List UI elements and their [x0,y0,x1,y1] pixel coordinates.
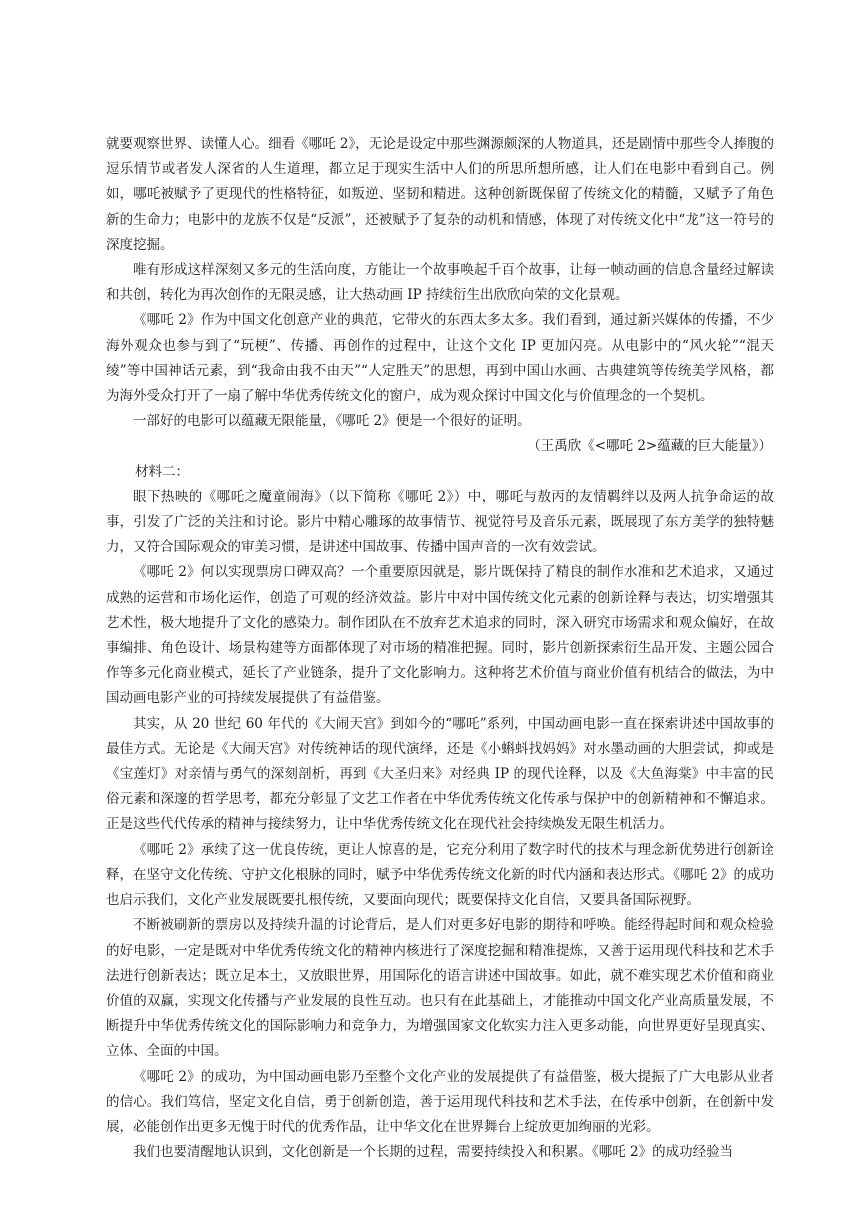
paragraph: 《哪吒 2》承续了这一优良传统，更让人惊喜的是，它充分利用了数字时代的技术与理念新优势进行创新诠释，在坚守文化传统、守护文化根脉的同时，赋予中华优秀传统文化新的时代内涵和表达形式。《哪吒 2》的成功也启示我们，文化产业发展既要扎根传统，又要面向现代；既要保持文化自信，又要具备国际视野。 [106,841,774,909]
paragraph: 就要观察世界、读懂人心。细看《哪吒 2》，无论是设定中那些渊源颇深的人物道具，还是剧情中那些令人捧腹的逗乐情节或者发人深省的人生道理，都立足于现实生活中人们的所思所想所感，让人们在电影中看到自己。例如，哪吒被赋予了更现代的性格特征，如叛逆、坚韧和精进。这种创新既保留了传统文化的精髓，又赋予了角色新的生命力；电影中的龙族不仅是“反派”，还被赋予了复杂的动机和情感，体现了对传统文化中“龙”这一符号的深度挖掘。 [106,136,774,253]
paragraph: 眼下热映的《哪吒之魔童闹海》（以下简称《哪吒 2》）中，哪吒与敖丙的友情羁绊以及两人抗争命运的故事，引发了广泛的关注和讨论。影片中精心雕琢的故事情节、视觉符号及音乐元素，既展现了东方美学的独特魅力，又符合国际观众的审美习惯，是讲述中国故事、传播中国声音的一次有效尝试。 [106,488,774,556]
paragraph: 《哪吒 2》何以实现票房口碑双高？一个重要原因就是，影片既保持了精良的制作水准和艺术追求，又通过成熟的运营和市场化运作，创造了可观的经济效益。影片中对中国传统文化元素的创新诠释与表达，切实增强其艺术性，极大地提升了文化的感染力。制作团队在不放弃艺术追求的同时，深入研究市场需求和观众偏好，在故事编排、角色设计、场景构建等方面都体现了对市场的精准把握。同时，影片创新探索衍生品开发、主题公园合作等多元化商业模式，延长了产业链条，提升了文化影响力。这种将艺术价值与商业价值有机结合的做法，为中国动画电影产业的可持续发展提供了有益借鉴。 [106,564,774,707]
paragraph: 《哪吒 2》作为中国文化创意产业的典范，它带火的东西太多太多。我们看到，通过新兴媒体的传播，不少海外观众也参与到了“玩梗”、传播、再创作的过程中，让这个文化 IP 更加闪亮。从电影中的“风火轮”“混天绫”等中国神话元素，到“我命由我不由天”“人定胜天”的思想，再到中国山水画、古典建筑等传统美学风格，都为海外受众打开了一扇了解中华优秀传统文化的窗户，成为观众探讨中国文化与价值理念的一个契机。 [106,312,774,405]
paragraph: 其实，从 20 世纪 60 年代的《大闹天宫》到如今的“哪吒”系列，中国动画电影一直在探索讲述中国故事的最佳方式。无论是《大闹天宫》对传统神话的现代演绎，还是《小蝌蚪找妈妈》对水墨动画的大胆尝试，抑或是《宝莲灯》对亲情与勇气的深刻剖析，再到《大圣归来》对经典 IP 的现代诠释，以及《大鱼海棠》中丰富的民俗元素和深邃的哲学思考，都充分彰显了文艺工作者在中华优秀传统文化传承与保护中的创新精神和不懈追求。正是这些代代传承的精神与接续努力，让中华优秀传统文化在现代社会持续焕发无限生机活力。 [106,715,774,833]
paragraph: 不断被刷新的票房以及持续升温的讨论背后，是人们对更多好电影的期待和呼唤。能经得起时间和观众检验的好电影，一定是既对中华优秀传统文化的精神内核进行了深度挖掘和精准提炼，又善于运用现代科技和艺术手法进行创新表达；既立足本土，又放眼世界，用国际化的语言讲述中国故事。如此，就不难实现艺术价值和商业价值的双赢，实现文化传播与产业发展的良性互动。也只有在此基础上，才能推动中国文化产业高质量发展，不断提升中华优秀传统文化的国际影响力和竞争力，为增强国家文化软实力注入更多动能，向世界更好呈现真实、立体、全面的中国。 [106,917,774,1060]
paragraph: 《哪吒 2》的成功，为中国动画电影乃至整个文化产业的发展提供了有益借鉴，极大提振了广大电影从业者的信心。我们笃信，坚定文化自信，勇于创新创造，善于运用现代科技和艺术手法，在传承中创新，在创新中发展，必能创作出更多无愧于时代的优秀作品，让中华文化在世界舞台上绽放更加绚丽的光彩。 [106,1068,774,1135]
paragraph: 我们也要清醒地认识到，文化创新是一个长期的过程，需要持续投入和积累。《哪吒 2》的成功经验当 [133,1144,734,1161]
paragraph: 一部好的电影可以蕴藏无限能量，《哪吒 2》便是一个很好的证明。 [133,413,531,430]
source-citation: （王禹欣《<哪吒 2>蕴藏的巨大能量》） [527,438,772,455]
material-label: 材料二： [135,463,189,480]
paragraph: 唯有形成这样深刻又多元的生活向度，方能让一个故事唤起千百个故事，让每一帧动画的信息含量经过解读和共创，转化为再次创作的无限灵感，让大热动画 IP 持续衍生出欣欣向荣的文化景观。 [106,262,774,304]
